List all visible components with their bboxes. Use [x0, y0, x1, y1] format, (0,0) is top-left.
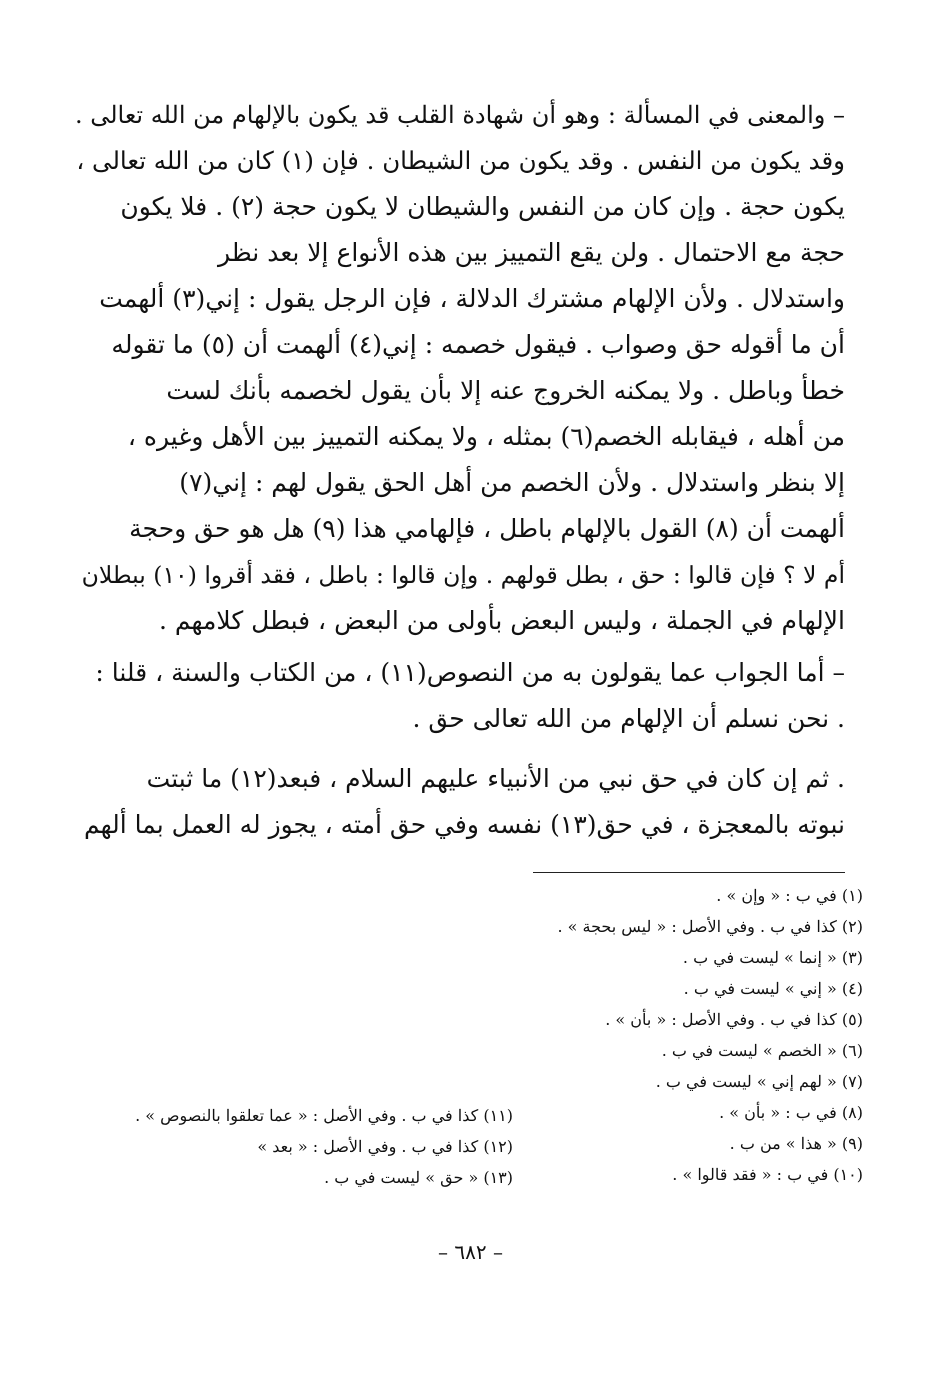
text-line: واستدلال . ولأن الإلهام مشترك الدلالة ، فإن الرجل يقول : إني(٣) ألهمت [99, 284, 845, 313]
text-line: وقد يكون من النفس . وقد يكون من الشيطان . فإن (١) كان من الله تعالى ، [76, 146, 845, 175]
text-line: يكون حجة . وإن كان من النفس والشيطان لا يكون حجة (٢) . فلا يكون [120, 192, 845, 221]
footnote: (٩) « هذا » من ب . [729, 1134, 863, 1153]
footnote-separator [533, 872, 845, 873]
footnote: (٣) « إنما » ليست في ب . [682, 948, 863, 967]
text-line: خطأ وباطل . ولا يمكنه الخروج عنه إلا بأن يقول لخصمه بأنك لست [166, 376, 845, 405]
footnote: (١٣) « حق » ليست في ب . [324, 1168, 513, 1187]
text-line: حجة مع الاحتمال . ولن يقع التمييز بين هذه الأنواع إلا بعد نظر [218, 238, 845, 267]
text-line: . نحن نسلم أن الإلهام من الله تعالى حق . [412, 704, 845, 733]
text-line: إلا بنظر واستدلال . ولأن الخصم من أهل الحق يقول لهم : إني(٧) [179, 468, 845, 497]
text-line: أن ما أقوله حق وصواب . فيقول خصمه : إني(٤) ألهمت أن (٥) ما تقوله [111, 330, 845, 359]
footnote: (٢) كذا في ب . وفي الأصل : « ليس بحجة » . [557, 917, 863, 936]
text-line: – والمعنى في المسألة : وهو أن شهادة القلب قد يكون بالإلهام من الله تعالى . [74, 101, 845, 129]
footnote: (٤) « إني » ليست في ب . [683, 979, 863, 998]
footnote: (١١) كذا في ب . وفي الأصل : « عما تعلقوا بالنصوص » . [135, 1106, 513, 1125]
text-line: من أهله ، فيقابله الخصم(٦) بمثله ، ولا يمكنه التمييز بين الأهل وغيره ، [127, 422, 845, 451]
page-number: – ٦٨٢ – [438, 1240, 503, 1264]
text-line: أم لا ؟ فإن قالوا : حق ، بطل قولهم . وإن قالوا : باطل ، فقد أقروا (١٠) ببطلان [81, 561, 845, 589]
footnotes-column-left [73, 1100, 513, 1193]
text-line: الإلهام في الجملة ، وليس البعض بأولى من البعض ، فبطل كلامهم . [158, 606, 845, 635]
footnote: (٧) « لهم إني » ليست في ب . [655, 1072, 863, 1091]
footnote: (١) في ب : « وإن » . [716, 886, 863, 905]
footnote: (٨) في ب : « بأن » . [719, 1103, 863, 1122]
footnote: (٥) كذا في ب . وفي الأصل : « بأن » . [605, 1010, 863, 1029]
text-line: نبوته بالمعجزة ، في حق(١٣) نفسه وفي حق أمته ، يجوز له العمل بما ألهم [84, 810, 845, 839]
footnote: (١٢) كذا في ب . وفي الأصل : « بعد » [257, 1137, 513, 1156]
footnote: (١٠) في ب : « فقد قالوا » . [672, 1165, 863, 1184]
text-line: . ثم إن كان في حق نبي من الأنبياء عليهم السلام ، فبعد(١٢) ما ثبتت [146, 764, 845, 793]
footnote: (٦) « الخصم » ليست في ب . [661, 1041, 863, 1060]
text-line: – أما الجواب عما يقولون به من النصوص(١١) ، من الكتاب والسنة ، قلنا : [95, 658, 845, 687]
text-line: ألهمت أن (٨) القول بالإلهام باطل ، فإلهامي هذا (٩) هل هو حق وحجة [129, 514, 845, 543]
main-text [73, 92, 845, 848]
